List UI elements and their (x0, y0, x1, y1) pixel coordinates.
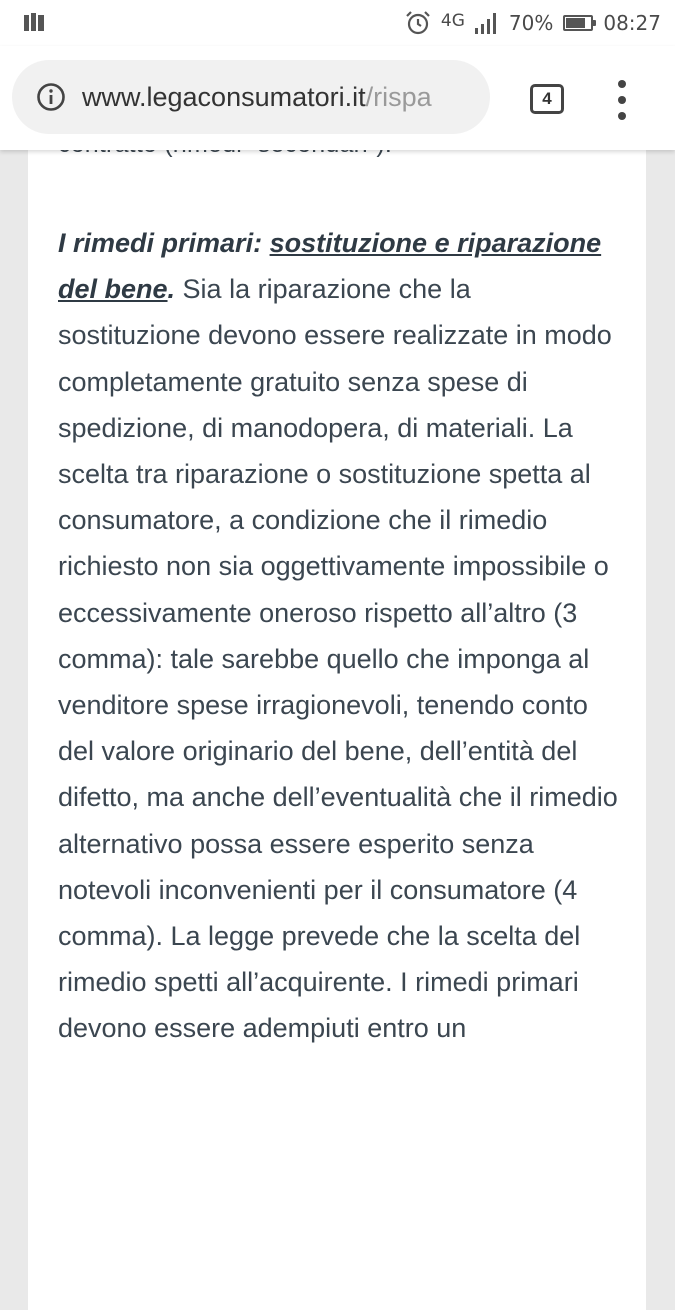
address-bar[interactable] (12, 60, 490, 134)
article-lead: I rimedi primari: (58, 228, 270, 258)
article-body: Sia la riparazione che la sostituzione devono essere realizzate in modo completamente gratuito senza spese di spedizione, di manodopera, di materiali. La scelta tra riparazione o sostituzione spetta al consumatore, a condizione che il rimedio richiesto non sia oggettivamente impossibile o eccessivamente oneroso rispetto all’altro (3 comma): tale sarebbe quello che imponga al venditore spese irragionevoli, tenendo conto del valore originario del bene, dell’entità del difetto, ma anche dell’eventualità che il rimedio alternativo possa essere esperito senza notevoli inconvenienti per il consumatore (4 comma). La legge prevede che la scelta del rimedio spetti all’acquirente. I rimedi primari devono essere adempiuti entro un (58, 274, 618, 1044)
battery-percent: 70% (508, 11, 554, 35)
notification-icon (24, 13, 44, 31)
menu-icon[interactable] (610, 80, 634, 120)
url-text[interactable] (82, 82, 432, 113)
alarm-icon (405, 10, 431, 36)
article-lead-link[interactable]: sostituzione e riparazione del bene (58, 228, 602, 305)
clock: 08:27 (603, 11, 661, 35)
signal-icon (475, 12, 499, 34)
article-paragraph (58, 220, 618, 1052)
article-card (28, 110, 646, 1310)
status-right (405, 9, 661, 37)
url-host: www.legaconsumatori.it (82, 81, 366, 112)
info-icon[interactable] (36, 82, 66, 112)
page-content (0, 150, 675, 1200)
status-bar (0, 0, 675, 46)
battery-icon (563, 15, 593, 31)
url-path: /rispa (365, 81, 432, 112)
tabs-icon[interactable]: 4 (530, 84, 564, 114)
network-type: 4G (440, 11, 465, 31)
article-lead-end: . (167, 274, 176, 305)
browser-toolbar (0, 46, 675, 150)
